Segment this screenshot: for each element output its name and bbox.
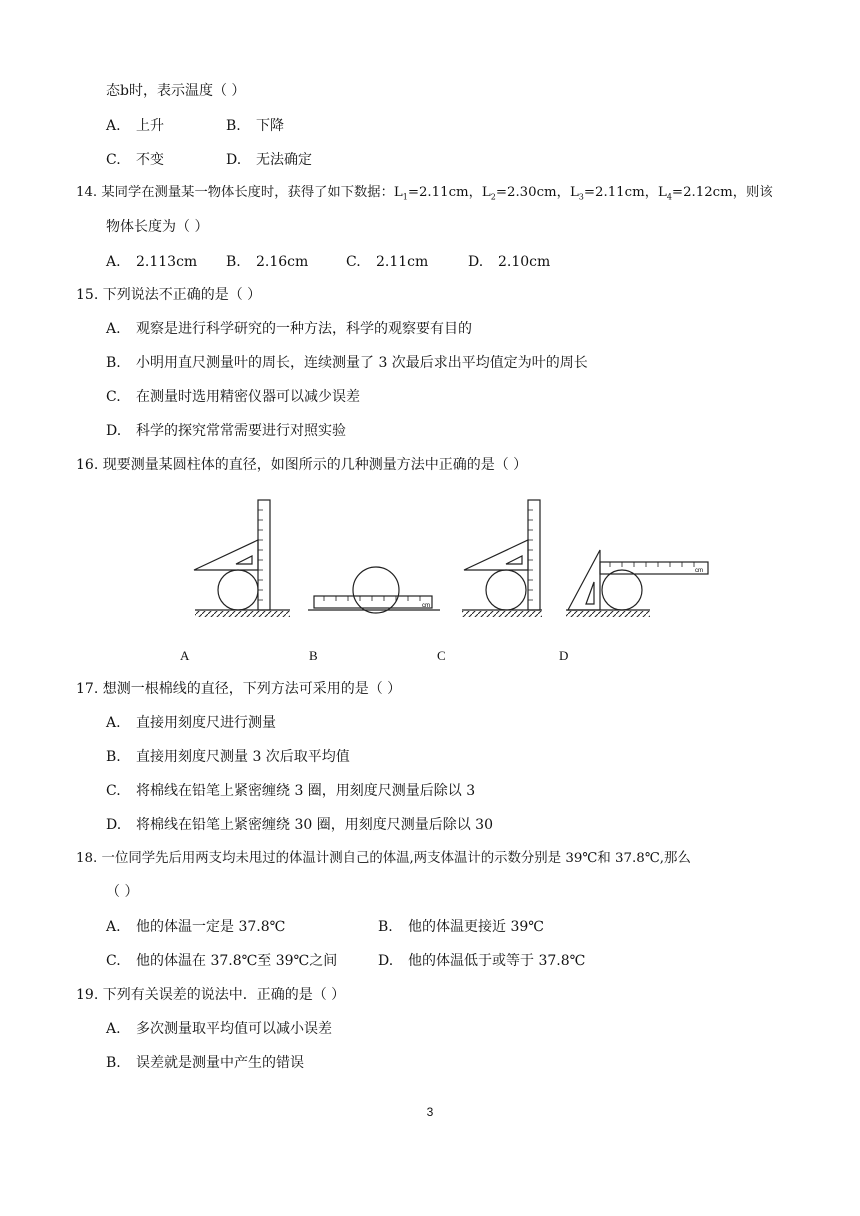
- figure-label-d: D: [559, 648, 569, 663]
- q15-option-b[interactable]: B. 小明用直尺测量叶的周长，连续测量了 3 次最后求出平均值定为叶的周长: [106, 355, 588, 371]
- q18-option-a[interactable]: A. 他的体温一定是 37.8℃: [106, 919, 286, 935]
- q15-option-d[interactable]: D. 科学的探究常常需要进行对照实验: [106, 423, 346, 439]
- q18-option-c[interactable]: C. 他的体温在 37.8℃至 39℃之间: [106, 953, 338, 969]
- q14-question-line2: 物体长度为（ ）: [106, 219, 209, 235]
- method-b-figure: [308, 567, 440, 613]
- measurement-figure: [190, 494, 720, 624]
- page-number: 3: [426, 1105, 434, 1119]
- ruler-d-unit: cm: [695, 568, 703, 574]
- q17-question: 17. 想测一根棉线的直径，下列方法可采用的是（ ）: [76, 681, 402, 697]
- q13-option-d[interactable]: D. 无法确定: [226, 152, 312, 168]
- q13-option-a[interactable]: A. 上升: [106, 118, 164, 134]
- q14-question: 14. 某同学在测量某一物体长度时，获得了如下数据：$L_1=2.11cm$，$L_2=2.30cm$，$L_3=2.11cm$，$L_4=2.12cm$，则该: [76, 185, 773, 202]
- q15-option-a[interactable]: A. 观察是进行科学研究的一种方法，科学的观察要有目的: [106, 321, 472, 337]
- q15-question: 15. 下列说法不正确的是（ ）: [76, 287, 262, 303]
- ruler-b-unit: cm: [422, 603, 430, 609]
- figure-label-c: C: [437, 648, 446, 663]
- q17-option-d[interactable]: D. 将棉线在铅笔上紧密缠绕 30 圈，用刻度尺测量后除以 30: [106, 817, 493, 833]
- method-c-figure: [462, 500, 542, 617]
- q18-option-d[interactable]: D. 他的体温低于或等于 37.8℃: [378, 953, 586, 969]
- q17-option-a[interactable]: A. 直接用刻度尺进行测量: [106, 715, 276, 731]
- q14-option-d[interactable]: D. 2.10cm: [468, 254, 551, 270]
- method-d-figure: [566, 550, 708, 617]
- figure-label-b: B: [309, 648, 318, 663]
- q14-option-b[interactable]: B. 2.16cm: [226, 254, 309, 270]
- q18-question: 18. 一位同学先后用两支均未甩过的体温计测自己的体温,两支体温计的示数分别是 39℃和 37.8℃,那么: [76, 851, 691, 866]
- q18-option-b[interactable]: B. 他的体温更接近 39℃: [378, 919, 544, 935]
- q19-option-a[interactable]: A. 多次测量取平均值可以减小误差: [106, 1021, 332, 1037]
- q14-option-c[interactable]: C. 2.11cm: [346, 254, 429, 270]
- q15-option-c[interactable]: C. 在测量时选用精密仪器可以减少误差: [106, 389, 360, 405]
- method-a-figure: [194, 500, 290, 617]
- q13-option-c[interactable]: C. 不变: [106, 152, 164, 168]
- q13-continuation: 态b时，表示温度（ ）: [106, 83, 246, 99]
- figure-label-a: A: [180, 648, 190, 663]
- q19-option-b[interactable]: B. 误差就是测量中产生的错误: [106, 1055, 304, 1071]
- q17-option-c[interactable]: C. 将棉线在铅笔上紧密缠绕 3 圈，用刻度尺测量后除以 3: [106, 783, 476, 799]
- q16-question: 16. 现要测量某圆柱体的直径，如图所示的几种测量方法中正确的是（ ）: [76, 457, 528, 473]
- q19-question: 19. 下列有关误差的说法中．正确的是（ ）: [76, 987, 346, 1003]
- q13-option-b[interactable]: B. 下降: [226, 118, 284, 134]
- q14-option-a[interactable]: A. 2.113cm: [106, 254, 198, 270]
- q17-option-b[interactable]: B. 直接用刻度尺测量 3 次后取平均值: [106, 749, 350, 765]
- q18-question-line2: （ ）: [106, 884, 139, 900]
